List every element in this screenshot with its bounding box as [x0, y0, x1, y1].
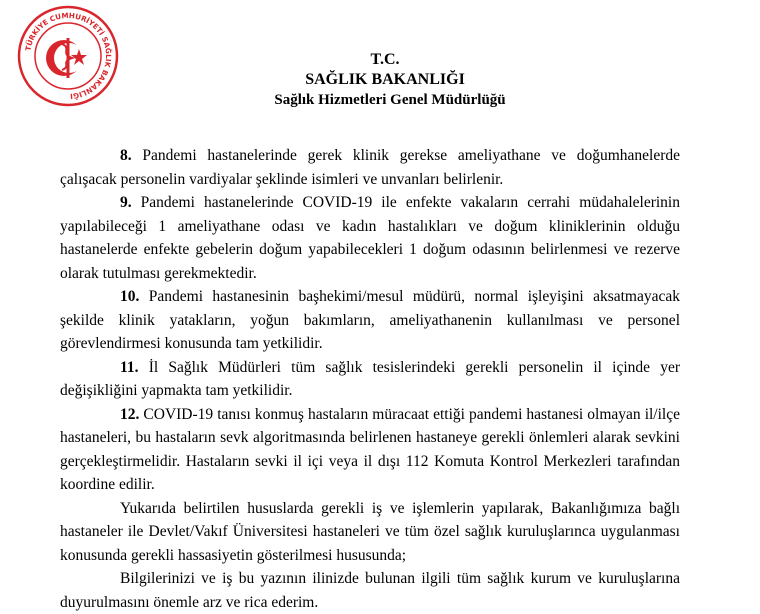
paragraph-number: 10.: [120, 288, 140, 305]
paragraph-request: [60, 497, 680, 568]
document-body: [60, 144, 680, 614]
header-ministry: SAĞLIK BAKANLIĞI: [305, 71, 465, 88]
paragraph-text: Yukarıda belirtilen hususlarda gerekli iş ve işlemlerin yapılarak, Bakanlığımıza bağlı hastaneler ile Devlet/Vakıf Üniversitesi hastaneleri ve tüm özel sağlık kuruluşlarınca uygulanması konusunda gerekli hassasiyetin gösterilmesi hususunda;: [60, 499, 680, 564]
paragraph-text: COVID-19 tanısı konmuş hastaların müracaat ettiği pandemi hastanesi olmayan il/ilçe hastaneleri, bu hastaların sevk algoritmasında belirlenen hastaneye gerekli önlemleri alarak sevkini gerçekleştirmelidir. Hastaların sevki il içi veya il dışı 112 Komuta Kontrol Merkezleri tarafından koordine edilir.: [60, 405, 680, 493]
header-directorate: Sağlık Hizmetleri Genel Müdürlüğü: [274, 92, 506, 108]
paragraph-text: Pandemi hastanelerinde gerek klinik gerekse ameliyathane ve doğumhanelerde çalışacak personelin vardiyalar şeklinde isimleri ve unvanları belirlenir.: [60, 147, 680, 188]
paragraph-closing: [60, 567, 680, 614]
paragraph-number: 8.: [120, 147, 132, 164]
paragraph-10: [60, 285, 680, 356]
seal-ring-text: TÜRKİYE CUMHURİYETİ SAĞLIK BAKANLIĞI: [23, 10, 114, 101]
paragraph-number: 12.: [120, 405, 140, 423]
header-tc: T.C.: [370, 51, 400, 68]
paragraph-text: İl Sağlık Müdürleri tüm sağlık tesislerindeki gerekli personelin il içinde yer değişikliğini yapmakta tam yetkilidir.: [60, 358, 680, 399]
paragraph-text: Pandemi hastanesinin başhekimi/mesul müdürü, normal işleyişini aksatmayacak şekilde klinik yatakların, yoğun bakımların, ameliyathanenin kullanılması ve personel görevlendirmesi konusunda tam yetkilidir.: [60, 288, 680, 352]
paragraph-text: Pandemi hastanelerinde COVID-19 ile enfekte vakaların cerrahi müdahalelerinin yapılabileceği 1 ameliyathane odası ve kadın hastalıkları ve doğum kliniklerinin olduğu hastanelerde enfekte gebelerin doğum yapabilecekleri 1 doğum odasının belirlenmesi ve rezerve olarak tutulması gerekmektedir.: [60, 194, 680, 282]
paragraph-text: Bilgilerinizi ve iş bu yazının ilinizde bulunan ilgili tüm sağlık kurum ve kuruluşlarına duyurulmasını önemle arz ve rica ederim.: [60, 570, 680, 611]
paragraph-number: 11.: [120, 358, 139, 376]
paragraph-11: [60, 356, 680, 403]
paragraph-8: [60, 144, 680, 191]
paragraph-9: [60, 191, 680, 285]
document-header: [0, 50, 760, 110]
paragraph-number: 9.: [120, 194, 132, 211]
paragraph-12: [60, 403, 680, 497]
